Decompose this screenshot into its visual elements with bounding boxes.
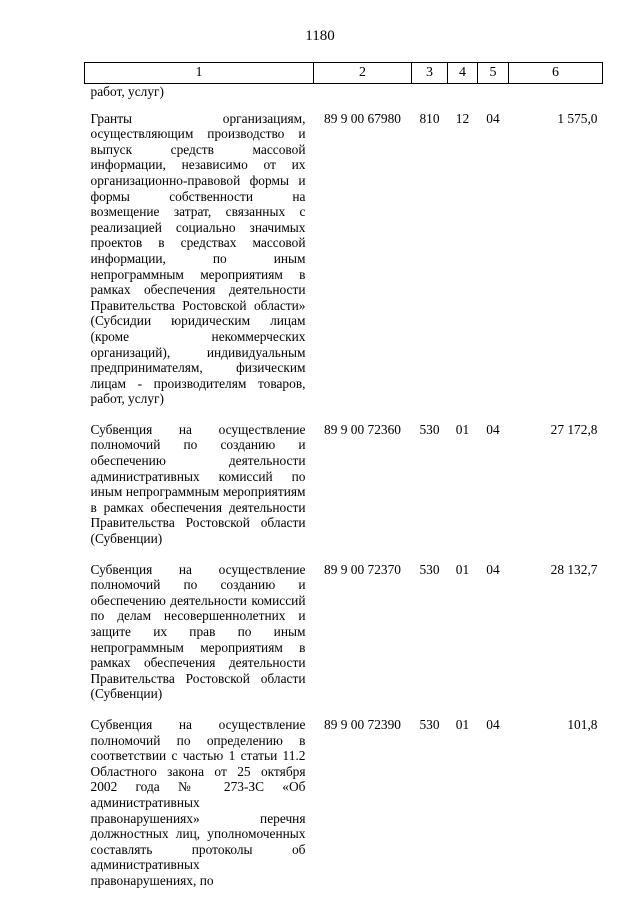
- row-code: 89 9 00 72390: [324, 716, 401, 732]
- column-header-5: 5: [478, 63, 509, 84]
- row-subsection: 04: [486, 421, 500, 437]
- table-row: [85, 561, 603, 716]
- column-header-1: 1: [85, 63, 314, 84]
- row-description: Субвенция на осуществление полномочий по определению в соответствии с частью 1 статьи 11.2 Областного закона от 25 октября 2002 года № 273-ЗС «Об административных правонарушениях» перечня должностных лиц, уполномоченных составлять протоколы об административных правонарушениях, по: [90, 716, 306, 888]
- row-amount: 101,8: [567, 716, 598, 732]
- row-section: 01: [455, 716, 470, 732]
- column-header-2: 2: [314, 63, 412, 84]
- table-row: [85, 421, 603, 561]
- row-section: 12: [455, 110, 470, 126]
- row-code: 89 9 00 67980: [324, 110, 401, 126]
- page-number: 1180: [305, 28, 335, 44]
- row-code: 89 9 00 72360: [324, 421, 401, 437]
- carryover-row: [85, 84, 603, 110]
- row-subsection: 04: [486, 716, 500, 732]
- row-description: Субвенция на осуществление полномочий по созданию и обеспечению деятельности административных комиссий по иным непрограммным мероприятиям в рамках обеспечения деятельности Правительства Ростовской области (Субвенции): [90, 421, 306, 547]
- row-subsection: 04: [486, 561, 500, 577]
- column-header-3: 3: [412, 63, 448, 84]
- column-header-4: 4: [448, 63, 478, 84]
- row-description: Гранты организациям, осуществляющим производство и выпуск средств массовой информации, независимо от их организационно-правовой формы и формы собственности на возмещение затрат, связанных с реализацией социально значимых проектов в средствах массовой информации, по иным непрограммным мероприятиям в рамках обеспечения деятельности Правительства Ростовской области» (Субсидии юридическим лицам (кроме некоммерческих организаций), индивидуальным предпринимателям, физическим лицам - производителям товаров, работ, услуг): [90, 110, 306, 407]
- row-expense-type: 530: [419, 421, 440, 437]
- table-header-row: [85, 63, 603, 84]
- row-expense-type: 530: [419, 561, 440, 577]
- row-amount: 27 172,8: [550, 421, 598, 437]
- row-section: 01: [455, 421, 470, 437]
- table-row: [85, 716, 603, 903]
- carryover-text: работ, услуг): [90, 84, 164, 99]
- row-expense-type: 810: [419, 110, 440, 126]
- row-amount: 1 575,0: [557, 110, 598, 126]
- row-expense-type: 530: [419, 716, 440, 732]
- row-amount: 28 132,7: [550, 561, 598, 577]
- table-row: [85, 110, 603, 421]
- row-section: 01: [455, 561, 470, 577]
- row-description: Субвенция на осуществление полномочий по созданию и обеспечению деятельности комиссий по делам несовершеннолетних и защите их прав по иным непрограммным мероприятиям в рамках обеспечения деятельности Правительства Ростовской области (Субвенции): [90, 561, 306, 702]
- budget-table: [84, 62, 603, 903]
- row-subsection: 04: [486, 110, 500, 126]
- row-code: 89 9 00 72370: [324, 561, 401, 577]
- column-header-6: 6: [509, 63, 603, 84]
